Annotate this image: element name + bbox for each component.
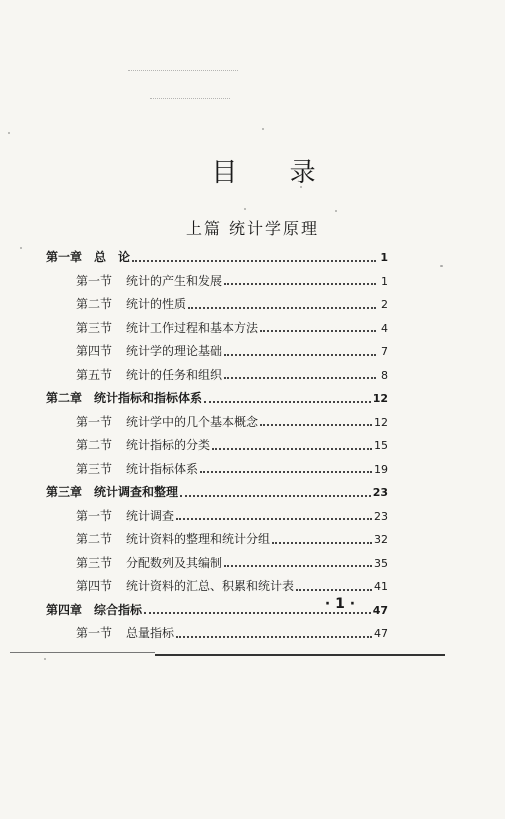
toc-entry-number: 第四节: [76, 579, 113, 593]
dot-leader: [200, 471, 372, 473]
toc-page-number: 23: [374, 509, 388, 523]
part-heading: 上篇 统计学原理: [185, 219, 320, 238]
toc-section-row: [46, 270, 388, 294]
toc-page-number: 41: [374, 580, 388, 593]
toc-entry-label: [76, 552, 222, 576]
scan-speck: [44, 658, 46, 660]
dot-leader: [188, 307, 376, 309]
toc-entry-title: 统计的任务和组织: [126, 367, 223, 382]
scan-speck: [20, 247, 22, 249]
toc-section-row: [46, 317, 388, 341]
dot-leader: [260, 424, 372, 426]
scan-artifact: [128, 70, 238, 72]
toc-entry-title: 统计的产生和发展: [126, 273, 223, 288]
dot-leader: [224, 283, 376, 285]
toc-entry-number: 第二节: [76, 532, 113, 546]
toc-entry-number: 第一章: [46, 250, 83, 264]
toc-page-number: 1: [381, 274, 388, 288]
toc-chapter-row: [46, 481, 388, 505]
toc-entry-title: 统计调查: [126, 508, 175, 523]
toc-entry-number: 第二节: [76, 438, 113, 452]
toc-page-number: 2: [381, 298, 388, 311]
toc-entry-number: 第四章: [46, 602, 83, 617]
dot-leader: [204, 401, 371, 403]
toc-entry-title: 综合指标: [94, 602, 143, 617]
dot-leader: [296, 589, 372, 591]
toc-page-number: 4: [381, 321, 388, 335]
toc-entry-title: 统计指标和指标体系: [94, 391, 203, 405]
dot-leader: [260, 330, 376, 332]
dot-leader: [132, 260, 376, 262]
toc-section-row: [46, 364, 388, 388]
dot-leader: [224, 565, 372, 567]
toc-page-number: 35: [374, 556, 388, 570]
dot-leader: [176, 636, 372, 638]
toc-entry-number: 第二章: [46, 391, 83, 405]
toc-entry-label: [76, 317, 258, 341]
toc-entry-number: 第一节: [76, 508, 113, 523]
toc-page-number: 1: [380, 251, 388, 264]
toc-entry-label: [76, 293, 186, 317]
toc-entry-number: 第三节: [76, 320, 113, 335]
toc-section-row: [46, 434, 388, 458]
toc-entry-number: 第三节: [76, 555, 113, 570]
dot-leader: [180, 495, 371, 497]
toc-page-number: 23: [372, 486, 388, 499]
dot-leader: [176, 518, 372, 520]
toc-entry-title: 统计学的理论基础: [126, 344, 223, 358]
toc-entry-label: [76, 364, 222, 388]
toc-section-row: [46, 552, 388, 576]
table-of-contents: [46, 246, 388, 646]
toc-page-number: 7: [381, 345, 388, 358]
toc-entry-label: [76, 270, 222, 294]
toc-entry-label: [76, 340, 222, 364]
toc-entry-label: [46, 246, 130, 270]
toc-entry-title: 统计资料的汇总、积累和统计表: [126, 579, 295, 593]
toc-entry-title: 统计工作过程和基本方法: [126, 320, 259, 335]
toc-section-row: [46, 528, 388, 552]
toc-entry-label: [46, 387, 202, 411]
toc-entry-label: [76, 434, 210, 458]
dot-leader: [224, 377, 376, 379]
toc-entry-label: [76, 622, 174, 646]
toc-entry-title: 统计资料的整理和统计分组: [126, 532, 271, 546]
toc-entry-label: [76, 528, 270, 552]
toc-page-number: 47: [372, 603, 388, 617]
toc-entry-number: 第四节: [76, 344, 113, 358]
toc-entry-label: [46, 599, 142, 623]
toc-section-row: [46, 575, 388, 599]
toc-entry-label: [76, 411, 258, 435]
toc-entry-number: 第五节: [76, 367, 113, 382]
bottom-rule: [10, 652, 155, 653]
toc-entry-number: 第一节: [76, 626, 113, 640]
toc-chapter-row: [46, 246, 388, 270]
toc-page-number: 15: [374, 439, 388, 452]
toc-entry-title: 统计调查和整理: [94, 485, 179, 499]
toc-section-row: [46, 622, 388, 646]
toc-entry-label: [76, 575, 294, 599]
toc-section-row: [46, 505, 388, 529]
page-number: · 1 ·: [324, 596, 356, 612]
toc-page-number: 47: [374, 627, 388, 640]
toc-section-row: [46, 340, 388, 364]
toc-chapter-row: [46, 387, 388, 411]
scan-speck: [8, 132, 10, 134]
toc-entry-label: [76, 505, 174, 529]
toc-entry-title: 总 论: [94, 250, 131, 264]
toc-entry-title: 统计指标体系: [126, 461, 199, 476]
toc-page-number: 12: [374, 415, 388, 429]
scan-speck: [262, 128, 264, 130]
scan-speck: [244, 208, 246, 210]
toc-entry-label: [76, 458, 198, 482]
toc-page-number: 12: [372, 392, 388, 405]
page-title: 目 录: [211, 158, 338, 188]
dot-leader: [272, 542, 372, 544]
scan-speck: [335, 210, 337, 212]
bottom-rule: [155, 654, 445, 656]
toc-page-number: 8: [381, 368, 388, 382]
dot-leader: [224, 354, 376, 356]
toc-page-number: 32: [374, 533, 388, 546]
toc-entry-number: 第三章: [46, 485, 83, 499]
toc-entry-number: 第三节: [76, 461, 113, 476]
toc-entry-title: 统计学中的几个基本概念: [126, 414, 259, 429]
toc-page-number: 19: [374, 462, 388, 476]
toc-entry-title: 分配数列及其编制: [126, 555, 223, 570]
toc-entry-title: 统计的性质: [126, 297, 187, 311]
toc-section-row: [46, 411, 388, 435]
toc-entry-number: 第二节: [76, 297, 113, 311]
toc-entry-title: 统计指标的分类: [126, 438, 211, 452]
dot-leader: [144, 612, 371, 614]
toc-entry-title: 总量指标: [126, 626, 175, 640]
toc-section-row: [46, 458, 388, 482]
dot-leader: [212, 448, 372, 450]
toc-entry-number: 第一节: [76, 273, 113, 288]
toc-entry-number: 第一节: [76, 414, 113, 429]
toc-entry-label: [46, 481, 178, 505]
toc-section-row: [46, 293, 388, 317]
scan-speck: [440, 265, 443, 267]
scan-artifact: [150, 98, 230, 100]
